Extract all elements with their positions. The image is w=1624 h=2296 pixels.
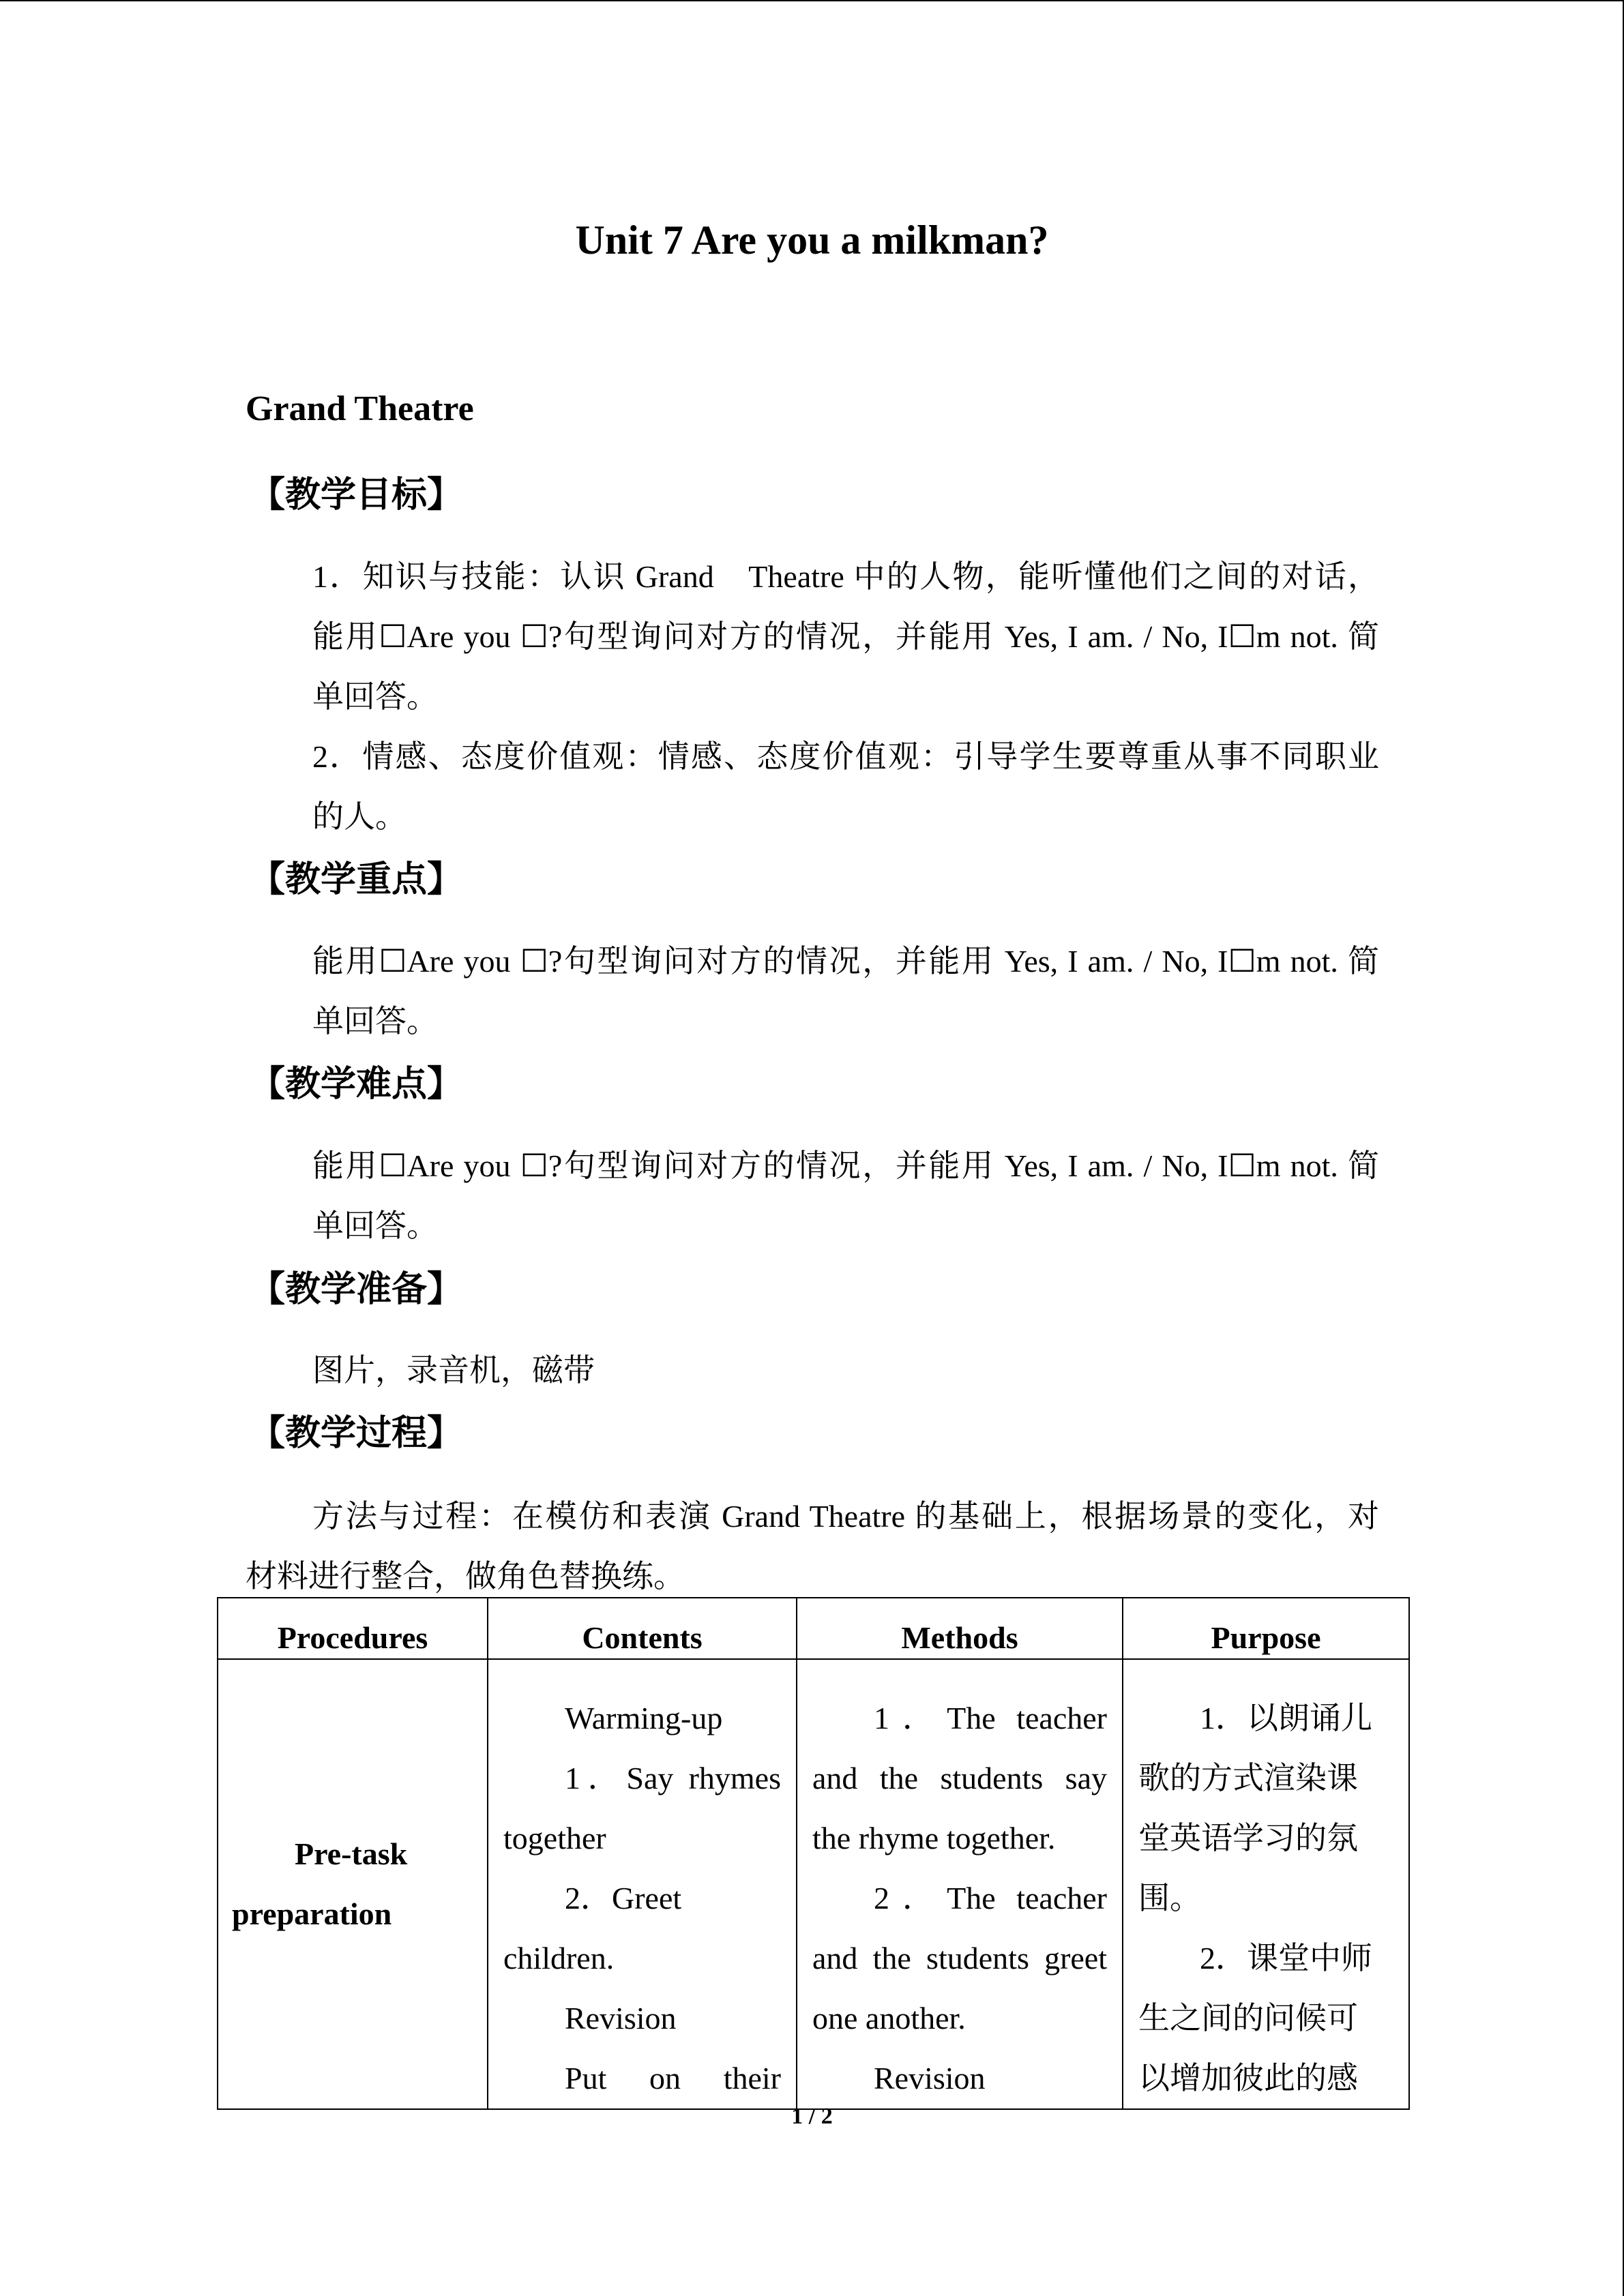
cell-line: 1．Say rhymes: [565, 1761, 781, 1795]
table-header-row: [218, 1598, 1409, 1659]
text-line: 2．情感、态度价值观：情感、态度价值观：引导学生要尊重从事不同职业: [312, 739, 1379, 774]
cell-line: 以增加彼此的感: [1138, 2061, 1358, 2096]
column-header-procedures: Procedures: [218, 1598, 488, 1659]
text-line: 1．知识与技能：认识 Grand Theatre 中的人物，能听懂他们之间的对话，: [312, 559, 1379, 594]
purpose-cell: [1123, 1659, 1409, 2109]
cell-line: Warming-up: [565, 1701, 723, 1735]
text-line: 单回答。: [312, 1208, 438, 1243]
cell-line: 2．课堂中师: [1200, 1941, 1372, 1976]
cell-line: Pre-task: [295, 1836, 408, 1871]
cell-line: 2．Greet: [565, 1881, 682, 1915]
key-points-text: [312, 931, 1379, 1052]
column-header-contents: Contents: [488, 1598, 797, 1659]
page-number: 1 / 2: [791, 2104, 833, 2129]
cell-line: children.: [503, 1941, 615, 1976]
cell-line: 堂英语学习的氛: [1138, 1821, 1358, 1855]
contents-cell: [488, 1659, 797, 2109]
cell-line: Revision: [874, 2061, 986, 2096]
cell-line: Revision: [565, 2001, 677, 2036]
cell-line: 围。: [1138, 1881, 1201, 1915]
text-line: 能用☐Are you ☐?句型询问对方的情况，并能用 Yes, I am. / No, I☐m not. 简: [312, 944, 1379, 979]
cell-line: the rhyme together.: [812, 1821, 1056, 1855]
difficulties-heading: 【教学难点】: [250, 1065, 463, 1104]
methods-cell: [797, 1659, 1123, 2109]
objectives-item-2: [312, 727, 1379, 847]
page-title: Unit 7 Are you a milkman?: [575, 218, 1049, 263]
text-line: 单回答。: [312, 679, 438, 714]
cell-line: and the students say: [812, 1761, 1107, 1795]
cell-line: 1．以朗诵儿: [1200, 1701, 1372, 1735]
cell-line: 生之间的问候可: [1138, 2001, 1358, 2036]
cell-line: Put on their: [565, 2061, 781, 2096]
column-header-purpose: Purpose: [1123, 1598, 1409, 1659]
preparation-text: 图片，录音机，磁带: [312, 1353, 595, 1388]
objectives-item-1: [312, 547, 1379, 727]
objectives-heading: 【教学目标】: [250, 476, 463, 515]
text-line: 单回答。: [312, 1004, 438, 1039]
key-points-heading: 【教学重点】: [250, 861, 463, 899]
text-line: 的人。: [312, 799, 407, 834]
cell-line: 2．The teacher: [874, 1881, 1107, 1915]
column-header-methods: Methods: [797, 1598, 1123, 1659]
process-text: [246, 1487, 1379, 1607]
procedure-table: [217, 1597, 1410, 2110]
text-line: 能用☐Are you ☐?句型询问对方的情况，并能用 Yes, I am. / No, I☐m not. 简: [312, 1148, 1379, 1183]
lesson-subtitle: Grand Theatre: [246, 389, 474, 428]
text-line: 材料进行整合，做角色替换练。: [246, 1559, 685, 1594]
table-row: [218, 1659, 1409, 2109]
preparation-heading: 【教学准备】: [250, 1270, 463, 1309]
cell-line: one another.: [812, 2001, 966, 2036]
text-line: 能用☐Are you ☐?句型询问对方的情况，并能用 Yes, I am. / No, I☐m not. 简: [312, 619, 1379, 654]
cell-line: 1．The teacher: [874, 1701, 1107, 1735]
cell-line: 歌的方式渲染课: [1138, 1761, 1358, 1795]
cell-line: preparation: [232, 1896, 392, 1931]
text-line: 方法与过程：在模仿和表演 Grand Theatre 的基础上，根据场景的变化，对: [312, 1499, 1379, 1534]
process-heading: 【教学过程】: [250, 1414, 463, 1453]
procedure-cell: [218, 1659, 488, 2109]
difficulties-text: [312, 1136, 1379, 1256]
cell-line: together: [503, 1821, 606, 1855]
cell-line: and the students greet: [812, 1941, 1107, 1976]
